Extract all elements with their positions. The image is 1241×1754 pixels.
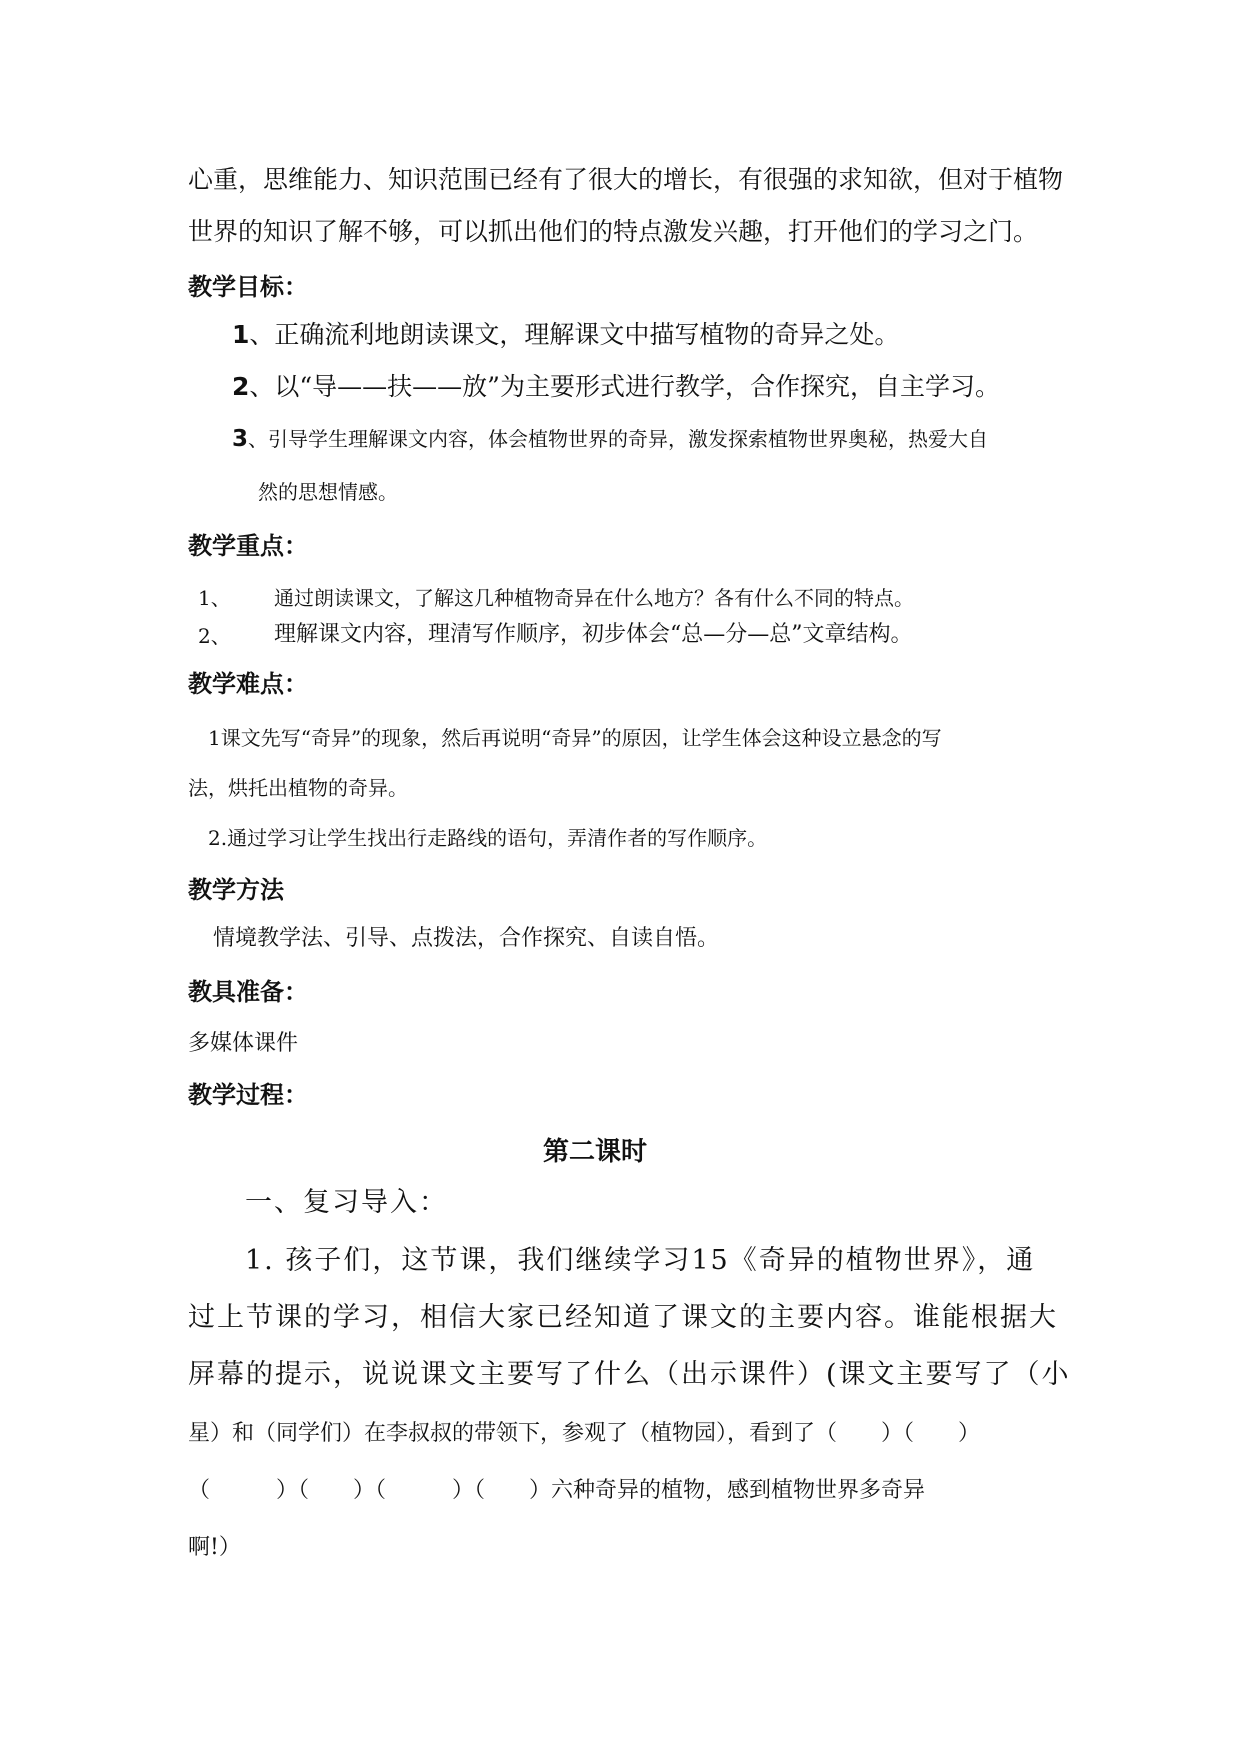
methods-heading: 教学方法 [188, 876, 284, 904]
section-review-intro: 一、复习导入： [245, 1187, 448, 1218]
goal-item-1 [232, 319, 899, 351]
goal-item-1-text: 、正确流利地朗读课文，理解课文中描写植物的奇异之处。 [249, 320, 900, 349]
process-heading: 教学过程： [188, 1081, 308, 1109]
goal-item-2-text: 、以“导——扶——放”为主要形式进行教学，合作探究，自主学习。 [249, 372, 1000, 401]
key-point-2-num: 2、 [198, 624, 231, 648]
review-paragraph-line-4: 星）和（同学们）在李叔叔的带领下，参观了（植物园），看到了（ ）（ ） [188, 1421, 981, 1446]
difficulty-1-line-2: 法，烘托出植物的奇异。 [188, 776, 408, 800]
goal-item-1-num: 1 [232, 320, 250, 349]
goal-item-3-num: 3 [232, 426, 249, 452]
tools-heading: 教具准备： [188, 978, 308, 1006]
key-point-2-text: 理解课文内容，理清写作顺序，初步体会“总—分—总”文章结构。 [274, 622, 913, 647]
difficulty-2: 2.通过学习让学生找出行走路线的语句，弄清作者的写作顺序。 [208, 826, 768, 850]
intro-line-1: 心重，思维能力、知识范围已经有了很大的增长，有很强的求知欲，但对于植物 [188, 165, 1064, 194]
goals-heading: 教学目标： [188, 273, 308, 301]
goal-item-2-num: 2 [232, 372, 250, 401]
difficulties-heading: 教学难点： [188, 670, 308, 698]
review-paragraph-line-1: 1. 孩子们，这节课，我们继续学习15《奇异的植物世界》，通 [245, 1245, 1036, 1276]
key-point-1-num: 1、 [198, 586, 231, 610]
methods-text: 情境教学法、引导、点拨法，合作探究、自读自悟。 [213, 926, 720, 951]
review-paragraph-line-3: 屏幕的提示，说说课文主要写了什么（出示课件）(课文主要写了（小 [188, 1359, 1071, 1390]
goal-item-3 [232, 423, 988, 455]
goal-item-3-continued: 然的思想情感。 [258, 480, 398, 504]
difficulty-1-line-1: 1课文先写“奇异”的现象，然后再说明“奇异”的原因，让学生体会这种设立悬念的写 [208, 726, 942, 750]
key-points-heading: 教学重点： [188, 532, 308, 560]
review-paragraph-line-2: 过上节课的学习，相信大家已经知道了课文的主要内容。谁能根据大 [188, 1302, 1058, 1333]
goal-item-3-text: 、引导学生理解课文内容，体会植物世界的奇异，激发探索植物世界奥秘，热爱大自 [248, 427, 989, 451]
intro-line-2: 世界的知识了解不够，可以抓出他们的特点激发兴趣，打开他们的学习之门。 [188, 217, 1039, 246]
key-point-1-text: 通过朗读课文，了解这几种植物奇异在什么地方？各有什么不同的特点。 [274, 586, 914, 610]
lesson-title: 第二课时 [542, 1137, 647, 1167]
goal-item-2 [232, 371, 1000, 403]
tools-text: 多媒体课件 [188, 1031, 299, 1056]
review-paragraph-line-6: 啊!） [188, 1535, 241, 1560]
review-paragraph-line-5: （ ）（ ）（ ）（ ）六种奇异的植物，感到植物世界多奇异 [188, 1478, 926, 1503]
